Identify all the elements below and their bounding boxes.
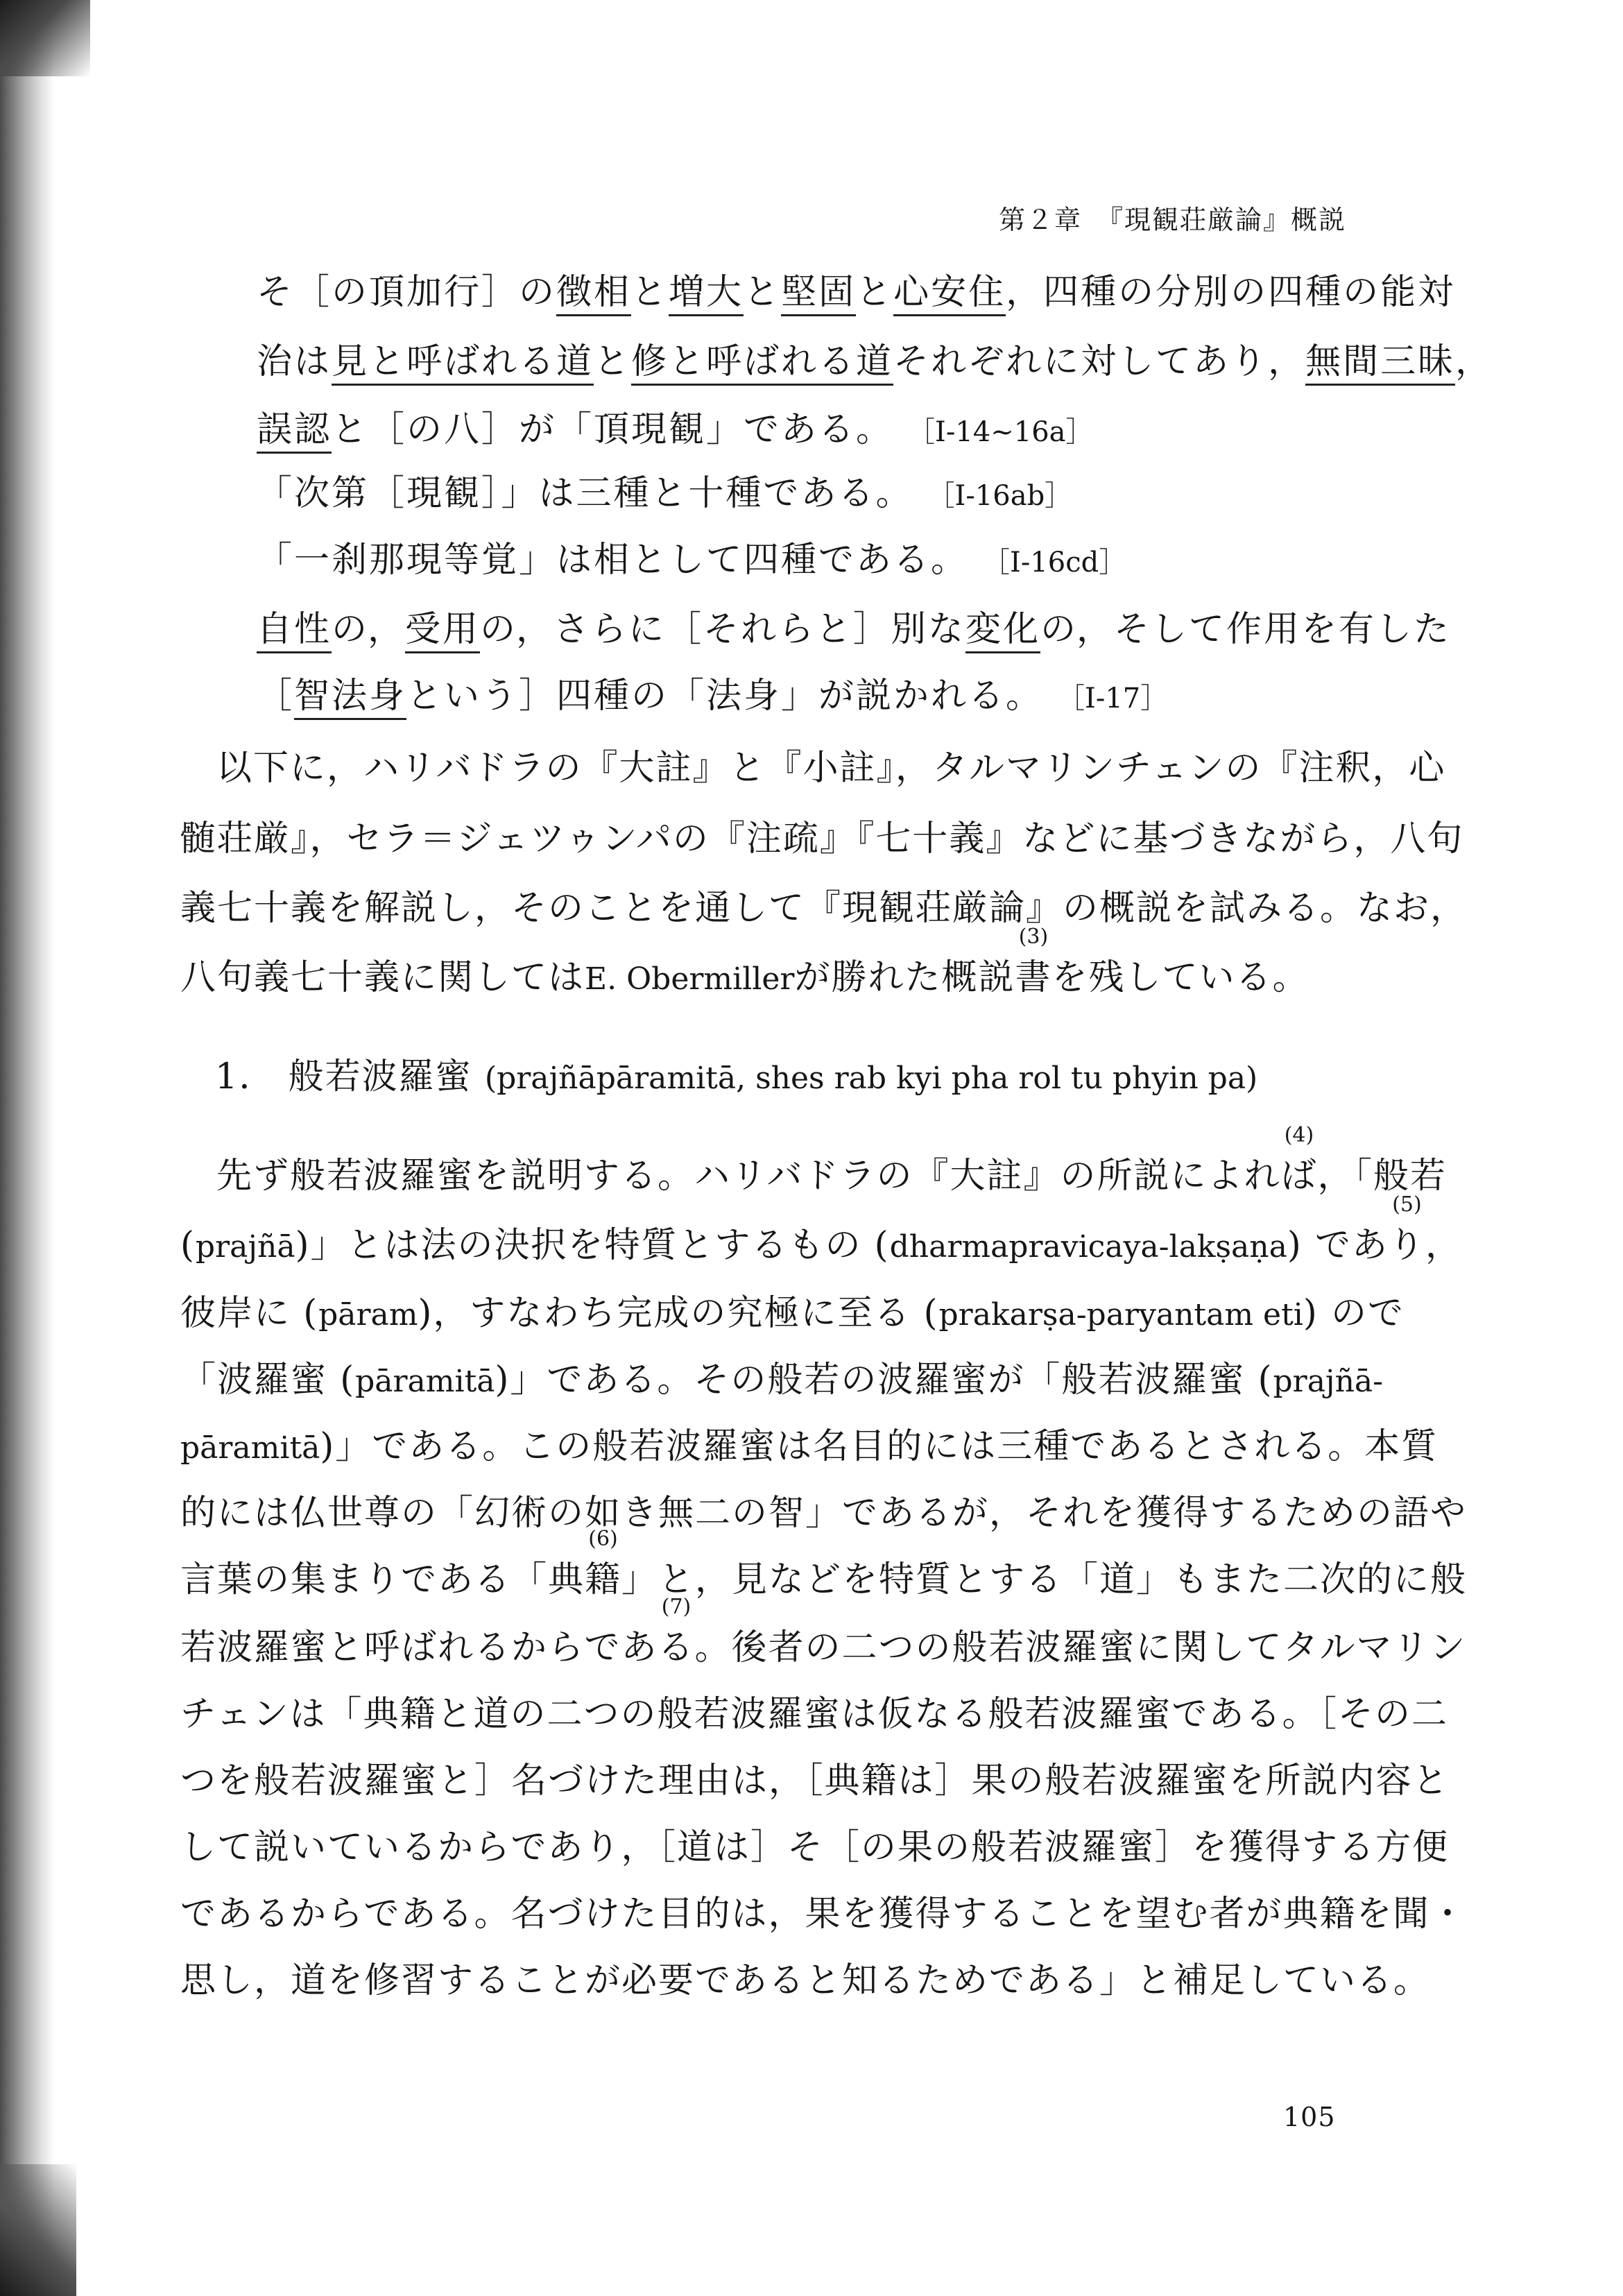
body-lines-line [180,1362,1383,1398]
verse-lines-line [257,409,1094,450]
text-run: 言葉の集まりである「典 [180,1559,585,1600]
text-run: ，四種の分別の四種の能対 [1006,272,1456,313]
text-run: 的には仏世尊の「幻術の如き無二の智」であるが，それを獲得するための語や [180,1493,1468,1534]
body-lines-line [216,1123,1447,1197]
intro-lines-line [180,888,1468,929]
text-run: そ［の頂加行］の [257,272,557,313]
footnote-mark: (3) [1018,925,1049,949]
intro-lines-line [216,748,1446,789]
scan-corner-shadow-bottom [0,2164,76,2296]
underlined-term: 徴相 [556,272,631,316]
text-run: の，さらに［それらと］別な [480,609,965,650]
text-run: と［の八］が「頂現観」である。 [332,409,894,450]
text-run: 思し，道を修習することが必要であると知るためである」と補足している。 [180,1960,1431,2001]
footnote-anchor: ば (4) [1280,1123,1318,1197]
page-number: 105 [1283,2102,1336,2132]
footnote-mark: (5) [1392,1192,1422,1217]
romanized-term: E. Obermiller [585,961,795,997]
text-run: ，「般若 [1317,1156,1447,1197]
intro-lines-line [180,925,1309,998]
section-heading [215,1047,1257,1099]
text-run: 彼岸に ( [180,1293,319,1334]
body-lines-line [180,1760,1450,1801]
underlined-term: 修と呼ばれる道 [631,341,893,386]
body-lines-line [180,1293,1405,1334]
underlined-term: 自性 [257,609,332,653]
text-run: ) ので [1303,1293,1405,1334]
text-run: 以下に，ハリバドラの『大註』と『小註』，タルマリンチェンの『注釈，心 [216,748,1446,789]
verse-lines-line [257,341,1493,382]
verse-lines-line [257,609,1451,650]
text-run: )」である。この般若波羅蜜は名目的には三種であるとされる。本質 [320,1426,1439,1467]
underlined-term: 無間三昧 [1305,341,1455,386]
text-run: 」と，見などを特質とする「道」もまた二次的に般 [621,1559,1468,1600]
text-run: 先ず般若波羅蜜を説明する。ハリバドラの『大註』の所説によれ [216,1156,1281,1197]
verse-lines-line [257,272,1456,313]
text-run: つを般若波羅蜜と］名づけた理由は，［典籍は］果の般若波羅蜜を所説内容と [180,1760,1450,1801]
verse-lines-line [257,540,1127,581]
romanized-term: pāram [318,1297,418,1333]
text-run: 髄荘厳』，セラ＝ジェツゥンパの『注疏』『七十義』などに基づきながら，八句 [180,819,1464,859]
text-run: を残している。 [1051,957,1309,998]
romanized-term: pāramitā [180,1430,320,1466]
underlined-term: 心安住 [893,272,1006,316]
romanized-term: prakarṣa-paryantam eti [938,1297,1303,1333]
scan-edge-shadow [0,0,54,2296]
text-run: ， [1425,1225,1462,1266]
text-run: チェンは「典籍と道の二つの般若波羅蜜は仮なる般若波羅蜜である。［その二 [180,1694,1448,1735]
section-title-japanese: 般若波羅蜜 [288,1056,472,1097]
verse-lines-line [257,473,1073,514]
running-head: 第２章 『現観荘厳論』概説 [999,205,1347,235]
footnote-mark: (7) [661,1595,692,1619]
body-lines-line [180,1493,1468,1534]
text-run: 治は [257,341,332,382]
text-run: という］四種の「法身」が説かれる。 [406,676,1044,717]
body-lines-line [180,1694,1448,1735]
verse-reference: ［I-16cd］ [996,547,1127,579]
text-run: が勝れた概説 [794,957,1015,998]
text-run: の，そして作用を有した [1040,609,1451,650]
section-number: 1． [215,1056,276,1097]
text-run: )」である。その般若の波羅蜜が「般若波羅蜜 ( [495,1360,1273,1400]
footnote-anchor: る (7) [658,1595,695,1668]
section-title-romanized: (prajñāpāramitā, shes rab kyi pha rol tu phyin pa) [484,1061,1258,1096]
romanized-term: pāramitā [355,1364,495,1399]
text-run: ( [180,1225,196,1266]
underlined-term: 見と呼ばれる道 [332,341,594,386]
text-run: と [856,272,894,313]
text-run: )」とは法の決択を特質とするもの ( [295,1225,890,1266]
romanized-term: prajñā [195,1229,295,1265]
verse-reference: ［I-16ab］ [941,480,1073,512]
text-run: であるからである。名づけた目的は，果を獲得することを望む者が典籍を聞・ [180,1894,1467,1935]
romanized-term: dharmapravicaya-lakṣaṇa [889,1229,1287,1265]
text-run: と [744,272,782,313]
text-run: 八句義七十義に関しては [180,957,585,998]
body-lines-line [180,1426,1439,1467]
scan-corner-shadow-top [0,0,90,76]
text-run: 若波羅蜜と呼ばれるからであ [180,1627,658,1668]
underlined-term: 変化 [965,609,1040,653]
footnote-mark: (4) [1284,1123,1314,1147]
text-run: して説いているからであり，［道は］そ［の果の般若波羅蜜］を獲得する方便 [180,1827,1449,1868]
body-lines-line [180,1595,1467,1668]
text-run: ) であ [1287,1225,1389,1266]
text-run: 「波羅蜜 ( [180,1360,356,1400]
verse-reference: ［I-17］ [1071,683,1169,714]
verse-lines-line [257,676,1169,717]
footnote-anchor: り (5) [1388,1192,1425,1266]
romanized-term: prajñā- [1273,1364,1384,1399]
text-run: 。後者の二つの般若波羅蜜に関してタルマリン [694,1627,1467,1668]
text-run: 「一刹那現等覚」は相として四種である。 [257,540,969,581]
text-run: 義七十義を解説し，そのことを通して『現観荘厳論』の概説を試みる。なお， [180,888,1468,929]
text-run: の， [332,609,405,650]
underlined-term: 誤認 [257,409,332,454]
text-run: と [594,341,632,382]
underlined-term: 受用 [405,609,480,653]
verse-reference: ［I-14~16a］ [921,416,1094,448]
text-run: ［ [257,676,295,717]
text-run: )，すなわち完成の究極に至る ( [418,1293,939,1334]
footnote-mark: (6) [588,1527,618,1551]
body-lines-line [180,1827,1449,1868]
footnote-anchor: 籍 (6) [585,1527,622,1600]
body-lines-line [180,1960,1431,2001]
underlined-term: 智法身 [294,676,406,720]
text-run: ， [1455,341,1493,382]
body-lines-line [180,1894,1467,1935]
underlined-term: 増大 [669,272,744,316]
text-run: 「次第［現観］」は三種と十種である。 [257,473,913,514]
intro-lines-line [180,821,1463,857]
text-run: それぞれに対してあり， [893,341,1306,382]
text-run: と [631,272,669,313]
body-lines-line [180,1192,1462,1266]
underlined-term: 堅固 [781,272,856,316]
footnote-anchor: 書 (3) [1015,925,1052,998]
body-lines-line [180,1527,1468,1600]
